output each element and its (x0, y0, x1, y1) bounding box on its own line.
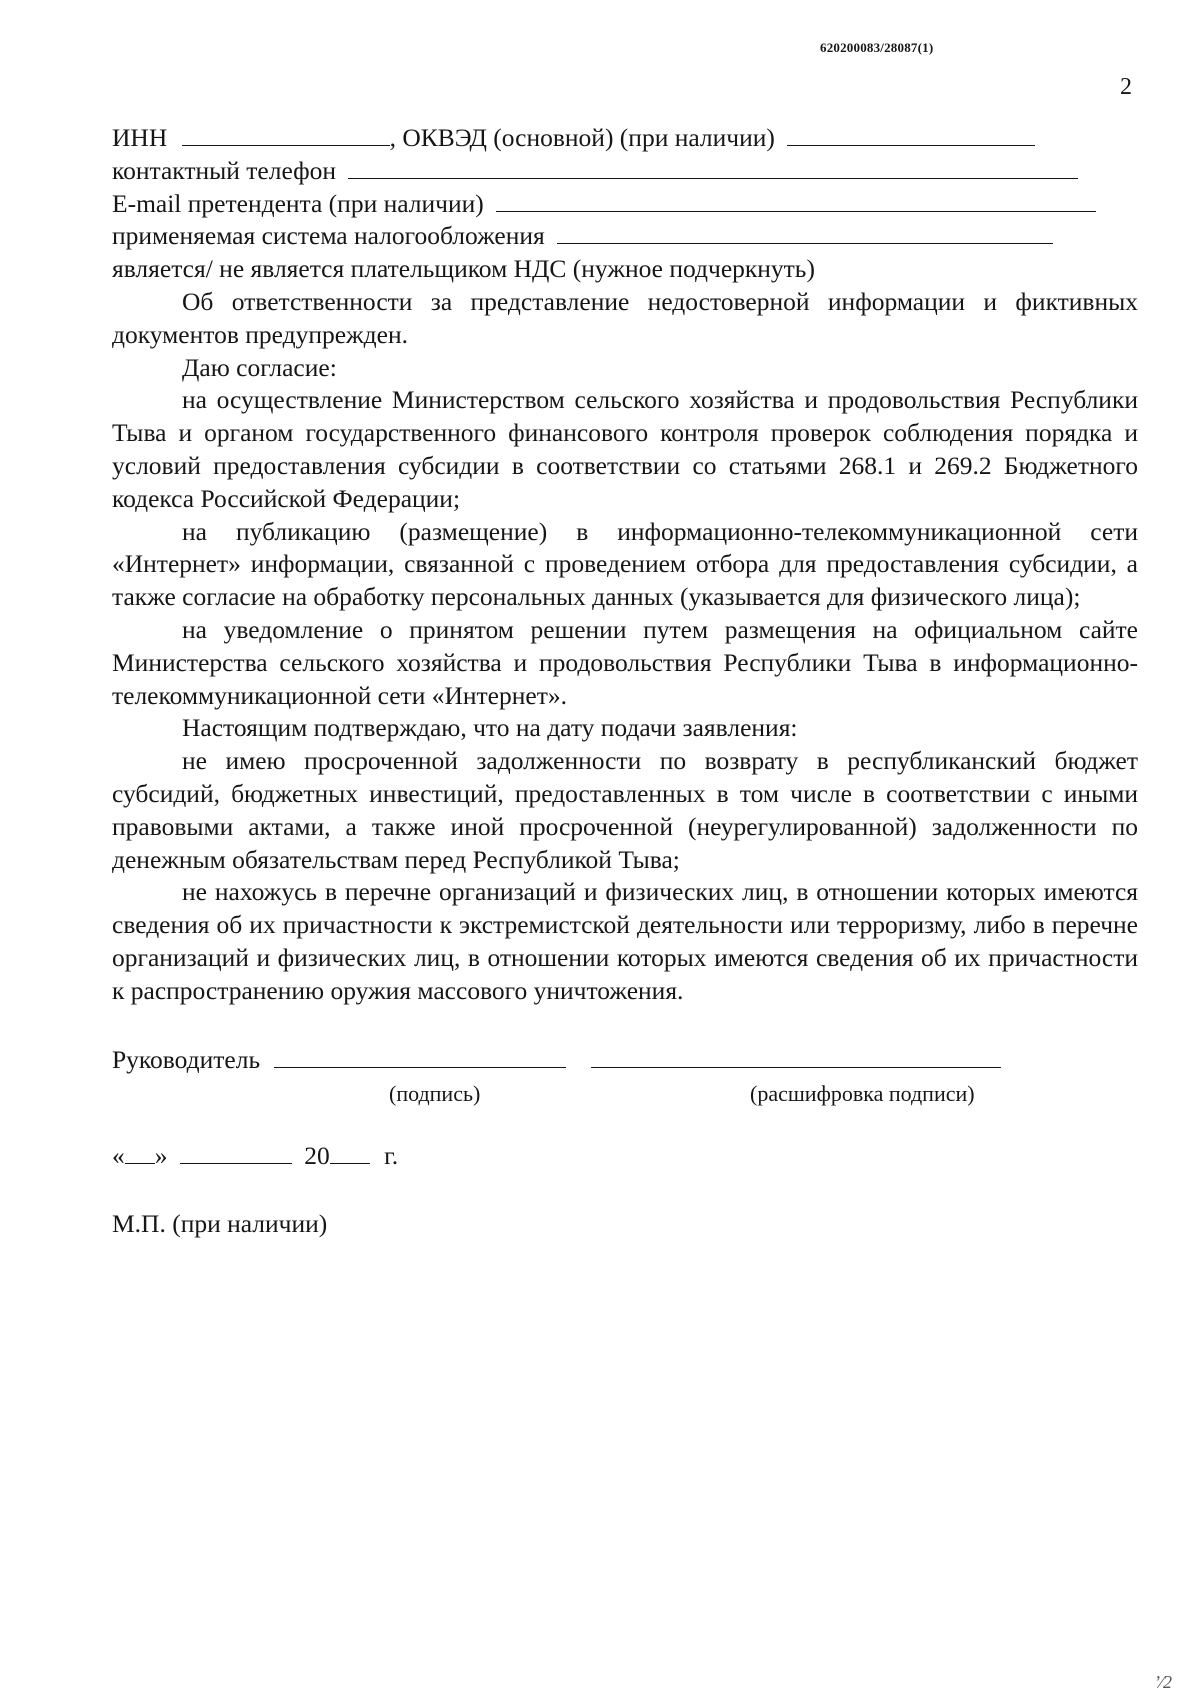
stamp-label: М.П. (при наличии) (112, 1208, 328, 1238)
signature-role-label: Руководитель (112, 1044, 261, 1074)
date-year-field[interactable] (330, 1141, 370, 1164)
signature-caption: (подпись) (389, 1080, 481, 1106)
signature-decode-field[interactable] (591, 1045, 1001, 1068)
page-number: 2 (1120, 74, 1132, 100)
vat-line: является/ не является плательщиком НДС (нужное подчеркнуть) (112, 254, 815, 284)
phone-field[interactable] (348, 156, 1078, 179)
signature-captions (112, 1080, 1138, 1114)
email-line (112, 188, 1138, 221)
date-row (112, 1140, 1138, 1180)
confirmation-heading: Настоящим подтверждаю, что на дату подачи заявления: (182, 713, 798, 743)
no-debt-paragraph: не имею просроченной задолженности по возврату в республиканский бюджет субсидий, бюджетных инвестиций, предоставленных в том числе в соответствии с иными правовыми актами, а также иной просроченной (неурегулированной) задолженности по денежным обязательствам перед Республикой Тыва; (112, 746, 1138, 874)
inn-label: ИНН (112, 123, 168, 152)
date-close-quote: » (154, 1140, 168, 1170)
signature-decode-caption: (расшифровка подписи) (750, 1080, 975, 1106)
signature-field[interactable] (274, 1045, 566, 1068)
okved-label: , ОКВЭД (основной) (при наличии) (389, 123, 775, 152)
tax-system-field[interactable] (557, 221, 1053, 244)
consent-notification-paragraph: на уведомление о принятом решении путем размещения на официальном сайте Министерства сельского хозяйства и продовольствия Республики Тыва в информационно-телекоммуникационной сети «Интернет». (112, 614, 1138, 710)
okved-field[interactable] (787, 123, 1035, 146)
inn-okved-line (112, 122, 1138, 155)
date-month-field[interactable] (180, 1141, 292, 1164)
corner-handwritten-mark: ʼ⁄2 (1154, 1672, 1172, 1692)
date-day-field[interactable] (125, 1141, 155, 1164)
phone-label: контактный телефон (112, 155, 336, 185)
date-open-quote: « (112, 1140, 125, 1170)
email-field[interactable] (496, 189, 1096, 212)
consent-inspection-paragraph: на осуществление Министерством сельского хозяйства и продовольствия Республики Тыва и органом государственного финансового контроля проверок соблюдения порядка и условий предоставления субсидии в соответствии со статьями 268.1 и 269.2 Бюджетного кодекса Российской Федерации; (112, 385, 1138, 513)
tax-system-label: применяемая система налогообложения (112, 221, 545, 251)
document-code: 620200083/28087(1) (820, 40, 934, 55)
date-year-prefix: 20 (304, 1140, 330, 1170)
consent-heading: Даю согласие: (182, 352, 337, 382)
email-label: E-mail претендента (при наличии) (112, 188, 484, 218)
no-extremism-paragraph: не нахожусь в перечне организаций и физических лиц, в отношении которых имеются сведения об их причастности к экстремистской деятельности или терроризму, либо в перечне организаций и физических лиц, в отношении которых имеются сведения об их причастности к распространению оружия массового уничтожения. (112, 877, 1138, 1005)
signature-row (112, 1044, 1138, 1084)
tax-system-line (112, 220, 1138, 253)
phone-line (112, 155, 1138, 188)
inn-field[interactable] (182, 123, 390, 146)
document-body (112, 122, 1138, 1240)
date-year-suffix: г. (384, 1140, 399, 1170)
responsibility-paragraph: Об ответственности за представление недостоверной информации и фиктивных документов предупрежден. (112, 286, 1138, 349)
consent-publication-paragraph: на публикацию (размещение) в информационно-телекоммуникационной сети «Интернет» информации, связанной с проведением отбора для предоставления субсидии, а также согласие на обработку персональных данных (указывается для физического лица); (112, 516, 1138, 612)
